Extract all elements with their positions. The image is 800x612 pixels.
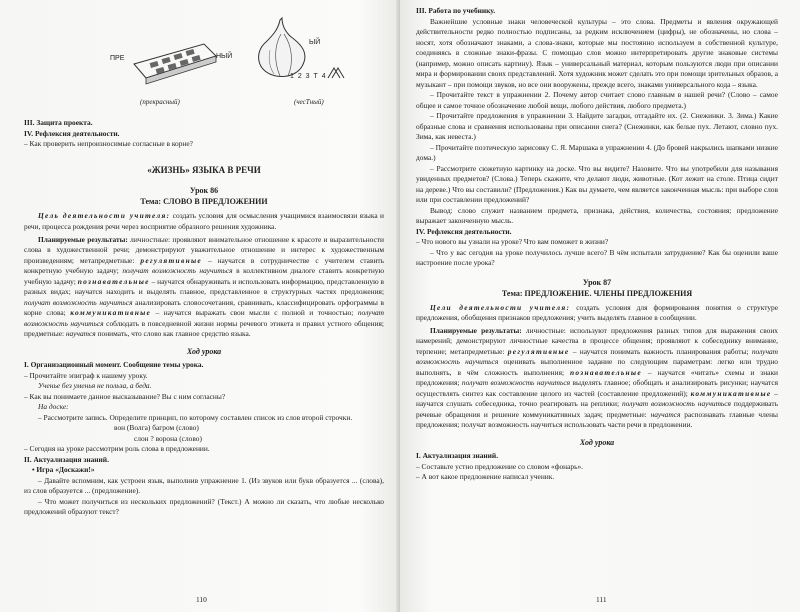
board-line-2: слон ? ворона (слово) — [134, 433, 202, 443]
planned-text: – научатся обнаруживать и использовать информацию, представленную в разных видах; научатся находить и выделять главное, представленное в структурных частях предложения; — [24, 276, 385, 297]
left-line: – Прочитайте эпиграф к нашему уроку. — [24, 370, 148, 380]
planned-label: Планируемые результаты: — [38, 234, 128, 244]
planned-term: коммуникативные — [70, 308, 152, 318]
planned-label-87: Планируемые результаты: — [430, 325, 522, 335]
epigraph: Ученье без уменья не польза, а беда. — [38, 381, 152, 391]
work-title: III. Работа по учебнику. — [416, 6, 496, 15]
right-line: – Прочитайте текст в упражнении 2. Почему автор считает слово главным в нашей речи? (Слово – самое общее и самое точное обозначение любой вещи, любого действия, любого предмета.) — [416, 90, 778, 110]
planned-text: в коллективном диалоге ставить конкретную учебную задачу; — [24, 266, 384, 286]
planned-term: получат возможность научиться — [621, 399, 731, 409]
right-content — [416, 6, 778, 483]
planned-text: – научатся «читать» схемы и знаки предложения; — [416, 367, 778, 388]
conclusion: Вывод: слово служит названием предмета, признака, действия, количества, состояния; предложение выражает законченную мысль. — [416, 205, 778, 226]
goal-label: Цель деятельности учителя: — [38, 211, 171, 221]
lesson-86-title: Урок 86 — [189, 185, 219, 195]
rebus-caption-2: (чесТный) — [294, 98, 324, 106]
rebus-digits: 1 2 3 Т 4 — [290, 73, 327, 80]
planned-term: познавательные — [77, 276, 150, 286]
left-line: – Сегодня на уроке рассмотрим роль слова в предложении. — [24, 444, 210, 454]
act-title-87: I. Актуализация знаний. — [416, 451, 499, 461]
game-title: • Игра «Доскажи!» — [32, 465, 95, 475]
planned-term: регулятивные — [140, 255, 202, 265]
planned-term: получат возможность научиться — [416, 346, 778, 367]
rebus-caption-1: (прекрасный) — [140, 98, 180, 106]
left-top-line-1: III. Защита проекта. — [24, 118, 93, 127]
course-title-86: Ход урока — [186, 346, 222, 356]
planned-term: получат возможность научиться — [24, 297, 133, 307]
right-line: – Прочитайте поэтическую зарисовку С. Я. Маршака в упражнении 4. (До бровей накрылись шапками низкие дома.) — [416, 142, 778, 163]
left-line: – Как вы понимаете данное высказывание? Вы с ним согласны? — [24, 391, 226, 401]
planned-text: личностные: проявляют внимательное отношение к красоте и выразительности слова в художественной речи; демонстрируют уважительное отношение и интерес к художественным произведениям; метапредметные: — [24, 234, 384, 265]
planned-text: анализировать словосочетания, сравнивать, классифицировать орфограммы в корне слова; — [24, 297, 384, 318]
goal-label-87: Цели деятельности учителя: — [430, 302, 571, 312]
rebus-drawing — [104, 12, 364, 110]
planned-term: коммуникативные — [690, 388, 772, 398]
lesson-87-planned — [416, 326, 778, 431]
on-board-label: На доске: — [38, 402, 69, 412]
garlic-icon — [259, 18, 305, 76]
reflection-line: – Что у вас сегодня на уроке получилось лучше всего? В чём испытали затруднение? Как бы оценили ваше настроение после урока? — [416, 247, 778, 268]
section-title: «ЖИЗНЬ» ЯЗЫКА В РЕЧИ — [147, 165, 261, 175]
page-number-left: 110 — [196, 595, 207, 605]
reflection-line: – Что нового вы узнали на уроке? Что вам поможет в жизни? — [416, 237, 609, 247]
org-title: I. Организационный момент. Сообщение темы урока. — [24, 360, 204, 370]
rebus-prefix: ПРЕ — [110, 55, 125, 62]
left-top-line-3: – Как проверить непроизносимые согласные в корне? — [24, 139, 193, 149]
planned-term: научатся — [65, 329, 96, 339]
planned-text: личностные: используют предложения разных типов для выражения своих намерений; демонстрируют личностные качества в процессе общения; проявляют к собеседнику внимание, терпение; метапредметные: — [416, 325, 778, 356]
left-top-block — [24, 118, 384, 150]
rebus-suffix-2: ЫЙ — [309, 39, 321, 46]
left-lesson-block — [24, 164, 384, 518]
planned-text: – научатся выражать свои мысли с полной и точностью; — [151, 308, 358, 318]
goal-text: создать условия для осмысления учащимися взаимосвязи языка и речи, процесса рождения речи через восприятие образного решения художника. — [24, 211, 385, 231]
lesson-86-planned — [24, 235, 384, 340]
planned-text: – научатся слушать собеседника, точно реагировать на реплики; — [416, 388, 779, 409]
course-title-87: Ход урока — [579, 437, 615, 447]
intro-text: Важнейшие условные знаки человеческой культуры – это слова. Предметы и явления окружающей действительности редко полностью подписаны, за редким исключением (цифры), не обозначены, но слова – носят, хотя обозначают знаками, а слова-знаки, которые мы постоянно используем в собственной культуре, соединяясь в сложные знаки-фразы. С помощью слов можно интерпретировать другие знаковые системы (например, можно описать картину). Язык – универсальный материал, которым пользуются люди при описании мира и формировании своих представлений. Хотя художник может сделать это при помощи зрительных образов, а музыкант – при помощи звуков, но все они вооружены, прежде всего, знаками универсального кода – языка. — [416, 16, 778, 89]
lesson-86-topic: Тема: СЛОВО В ПРЕДЛОЖЕНИИ — [140, 197, 268, 207]
lesson-87-goal — [416, 303, 778, 324]
reflection-title: IV. Рефлексия деятельности. — [416, 226, 512, 236]
planned-term: научатся — [650, 409, 681, 419]
lesson-87-title: Урок 87 — [582, 277, 612, 287]
planned-text: соблюдать в повседневной жизни нормы речевого этикета и правил устного общения; предметные: — [24, 318, 384, 339]
right-line: – Прочитайте предложения в упражнении 3. Найдите загадки, отгадайте их. (2. Снежинки. 3. Зима.) Какие образные слова и сравнения использованы при описании снега? (Снежинки, как белые пух. Летают, словно пух. Зима, как невеста.) — [416, 111, 778, 142]
planned-text: поддерживать речевые обращения и решение коммуникативных задач; предметные: — [416, 399, 778, 419]
left-line: – Давайте вспомним, как устроен язык, выполнив упражнение 1. (Из звуков или букв образуется ... (слова), из слов образуется ... (предложение). — [24, 475, 384, 496]
right-line: – Рассмотрите сюжетную картинку на доске. Что вы видите? Назовите. Что вы употребили для называния увиденных предметов? (Слова.) Теперь скажите, что делают люди, животные. (Кот лежит на столе. Птица сидит на дереве.) Что вы составили? (Предложения.) Как вы думаете, чем является законченная мысль: при выборе слов или при составлении предложений? — [416, 163, 778, 205]
lesson-86-goal — [24, 211, 384, 232]
planned-text: оценивать выполненное задание по следующим параметрам: легко или трудно выполнять, в чём сложность выполнения; — [416, 357, 778, 377]
act-line: – А вот какое предложение написал ученик. — [416, 472, 555, 482]
rebus-mark-icon — [328, 68, 344, 78]
lesson-87-topic: Тема: ПРЕДЛОЖЕНИЕ. ЧЛЕНЫ ПРЕДЛОЖЕНИЯ — [501, 289, 693, 299]
goal-text-87: создать условия для формирования понятия о структуре предложения, обобщения признаков предложения; учить выделять главное в сообщении. — [416, 302, 778, 323]
planned-term: познавательные — [569, 367, 642, 377]
right-page — [400, 0, 800, 612]
board-line-1: вон (Волга) багром (слово) — [114, 423, 199, 433]
planned-text: выделять главное; обобщать и анализировать рисунки; научатся осуществлять синтез как составление целого из частей (составление предложений); — [416, 378, 778, 398]
act-line: – Составьте устно предложение со словом «фонарь». — [416, 461, 584, 471]
left-line: – Рассмотрите запись. Определите принцип, по которому составлен список из слов второй строчки. — [38, 412, 353, 422]
page-number-right: 111 — [596, 595, 607, 605]
left-line: – Что может получиться из нескольких предложений? (Текст.) А можно ли сказать, что любые несколько предложений образуют текст? — [24, 496, 384, 517]
planned-term: регулятивные — [507, 346, 570, 356]
planned-term: получат возможность научиться — [122, 266, 233, 276]
right-column — [416, 0, 778, 612]
board-icon — [134, 44, 216, 84]
left-column — [24, 0, 384, 612]
rebus-illustration — [104, 12, 364, 110]
actualization-title: II. Актуализация знаний. — [24, 454, 109, 464]
planned-text: понимать, что слово как главное средство языка. — [95, 329, 251, 339]
rebus-suffix-1: НЫЙ — [216, 53, 233, 60]
planned-text: – научатся в сотрудничестве с учителем ставить конкретную учебную задачу; — [24, 255, 385, 276]
left-top-line-2: IV. Рефлексия деятельности. — [24, 128, 120, 138]
planned-term: получат возможность научиться — [24, 308, 384, 328]
planned-text: – научатся понимать важность планирования работы; — [569, 346, 752, 356]
planned-term: получат возможность научиться — [461, 378, 571, 388]
planned-text: распознавать главные члены предложения; получат возможность научиться использовать части речи в предложении. — [416, 409, 778, 430]
